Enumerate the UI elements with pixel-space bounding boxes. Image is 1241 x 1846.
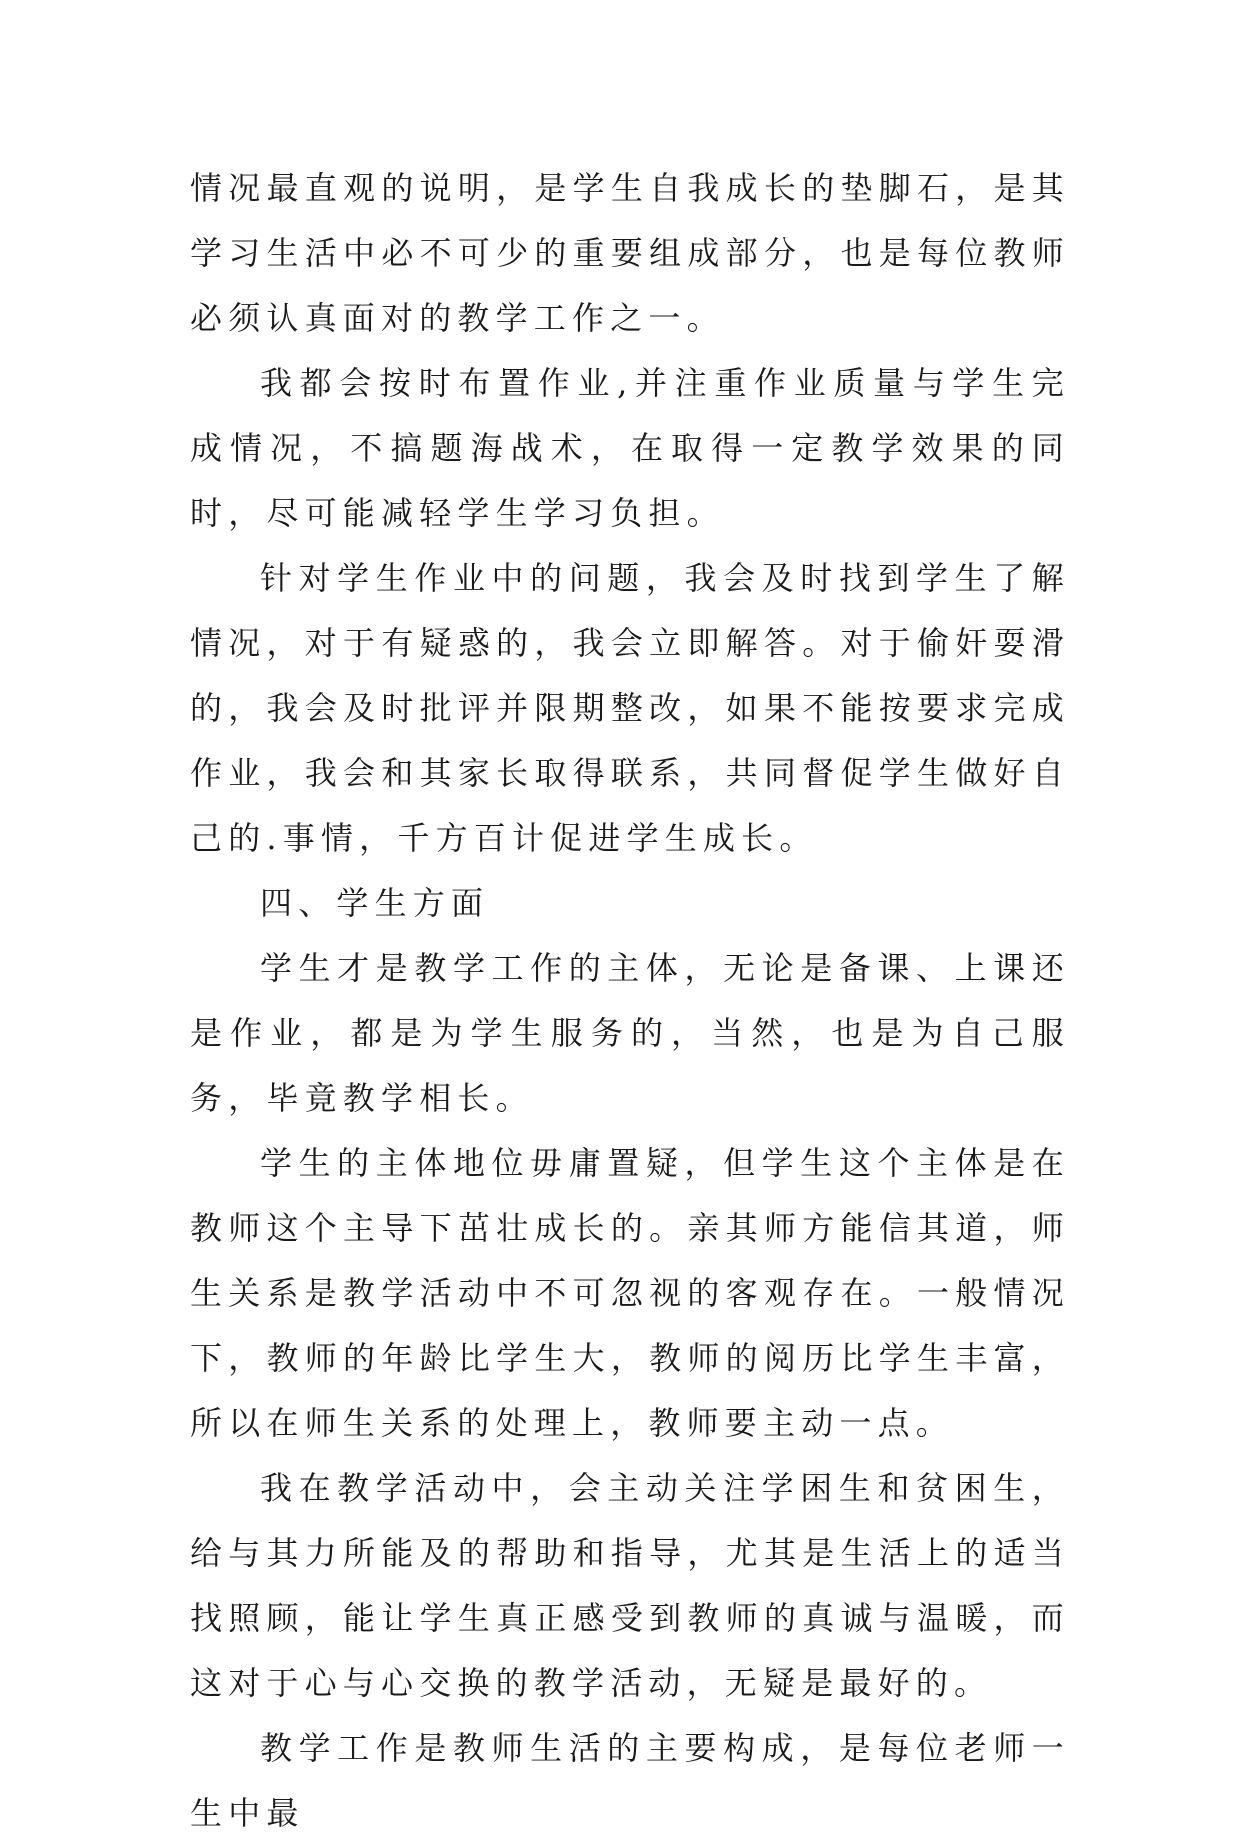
paragraph-5: 学生的主体地位毋庸置疑，但学生这个主体是在教师这个主导下茁壮成长的。亲其师方能信其道，师生关系是教学活动中不可忽视的客观存在。一般情况下，教师的年龄比学生大，教师的阅历比学生丰富，所以在师生关系的处理上，教师要主动一点。 [190, 1144, 1070, 1442]
paragraph-1: 情况最直观的说明，是学生自我成长的垫脚石，是其学习生活中必不可少的重要组成部分，也是每位教师必须认真面对的教学工作之一。 [190, 169, 1070, 337]
paragraph-7: 教学工作是教师生活的主要构成，是每位老师一生中最 [190, 1729, 1070, 1832]
paragraph-3: 针对学生作业中的问题，我会及时找到学生了解情况，对于有疑惑的，我会立即解答。对于偷奸耍滑的，我会及时批评并限期整改，如果不能按要求完成作业，我会和其家长取得联系，共同督促学生做好自己的.事情，千方百计促进学生成长。 [190, 559, 1070, 857]
body-text [190, 156, 1070, 1846]
paragraph-2: 我都会按时布置作业,并注重作业质量与学生完成情况，不搞题海战术，在取得一定教学效果的同时，尽可能减轻学生学习负担。 [190, 364, 1070, 532]
paragraph-6: 我在教学活动中，会主动关注学困生和贫困生，给与其力所能及的帮助和指导，尤其是生活上的适当找照顾，能让学生真正感受到教师的真诚与温暖，而这对于心与心交换的教学活动，无疑是最好的。 [190, 1469, 1070, 1702]
paragraph-4: 学生才是教学工作的主体，无论是备课、上课还是作业，都是为学生服务的，当然，也是为自己服务，毕竟教学相长。 [190, 949, 1070, 1117]
section-heading: 四、学生方面 [260, 884, 490, 922]
